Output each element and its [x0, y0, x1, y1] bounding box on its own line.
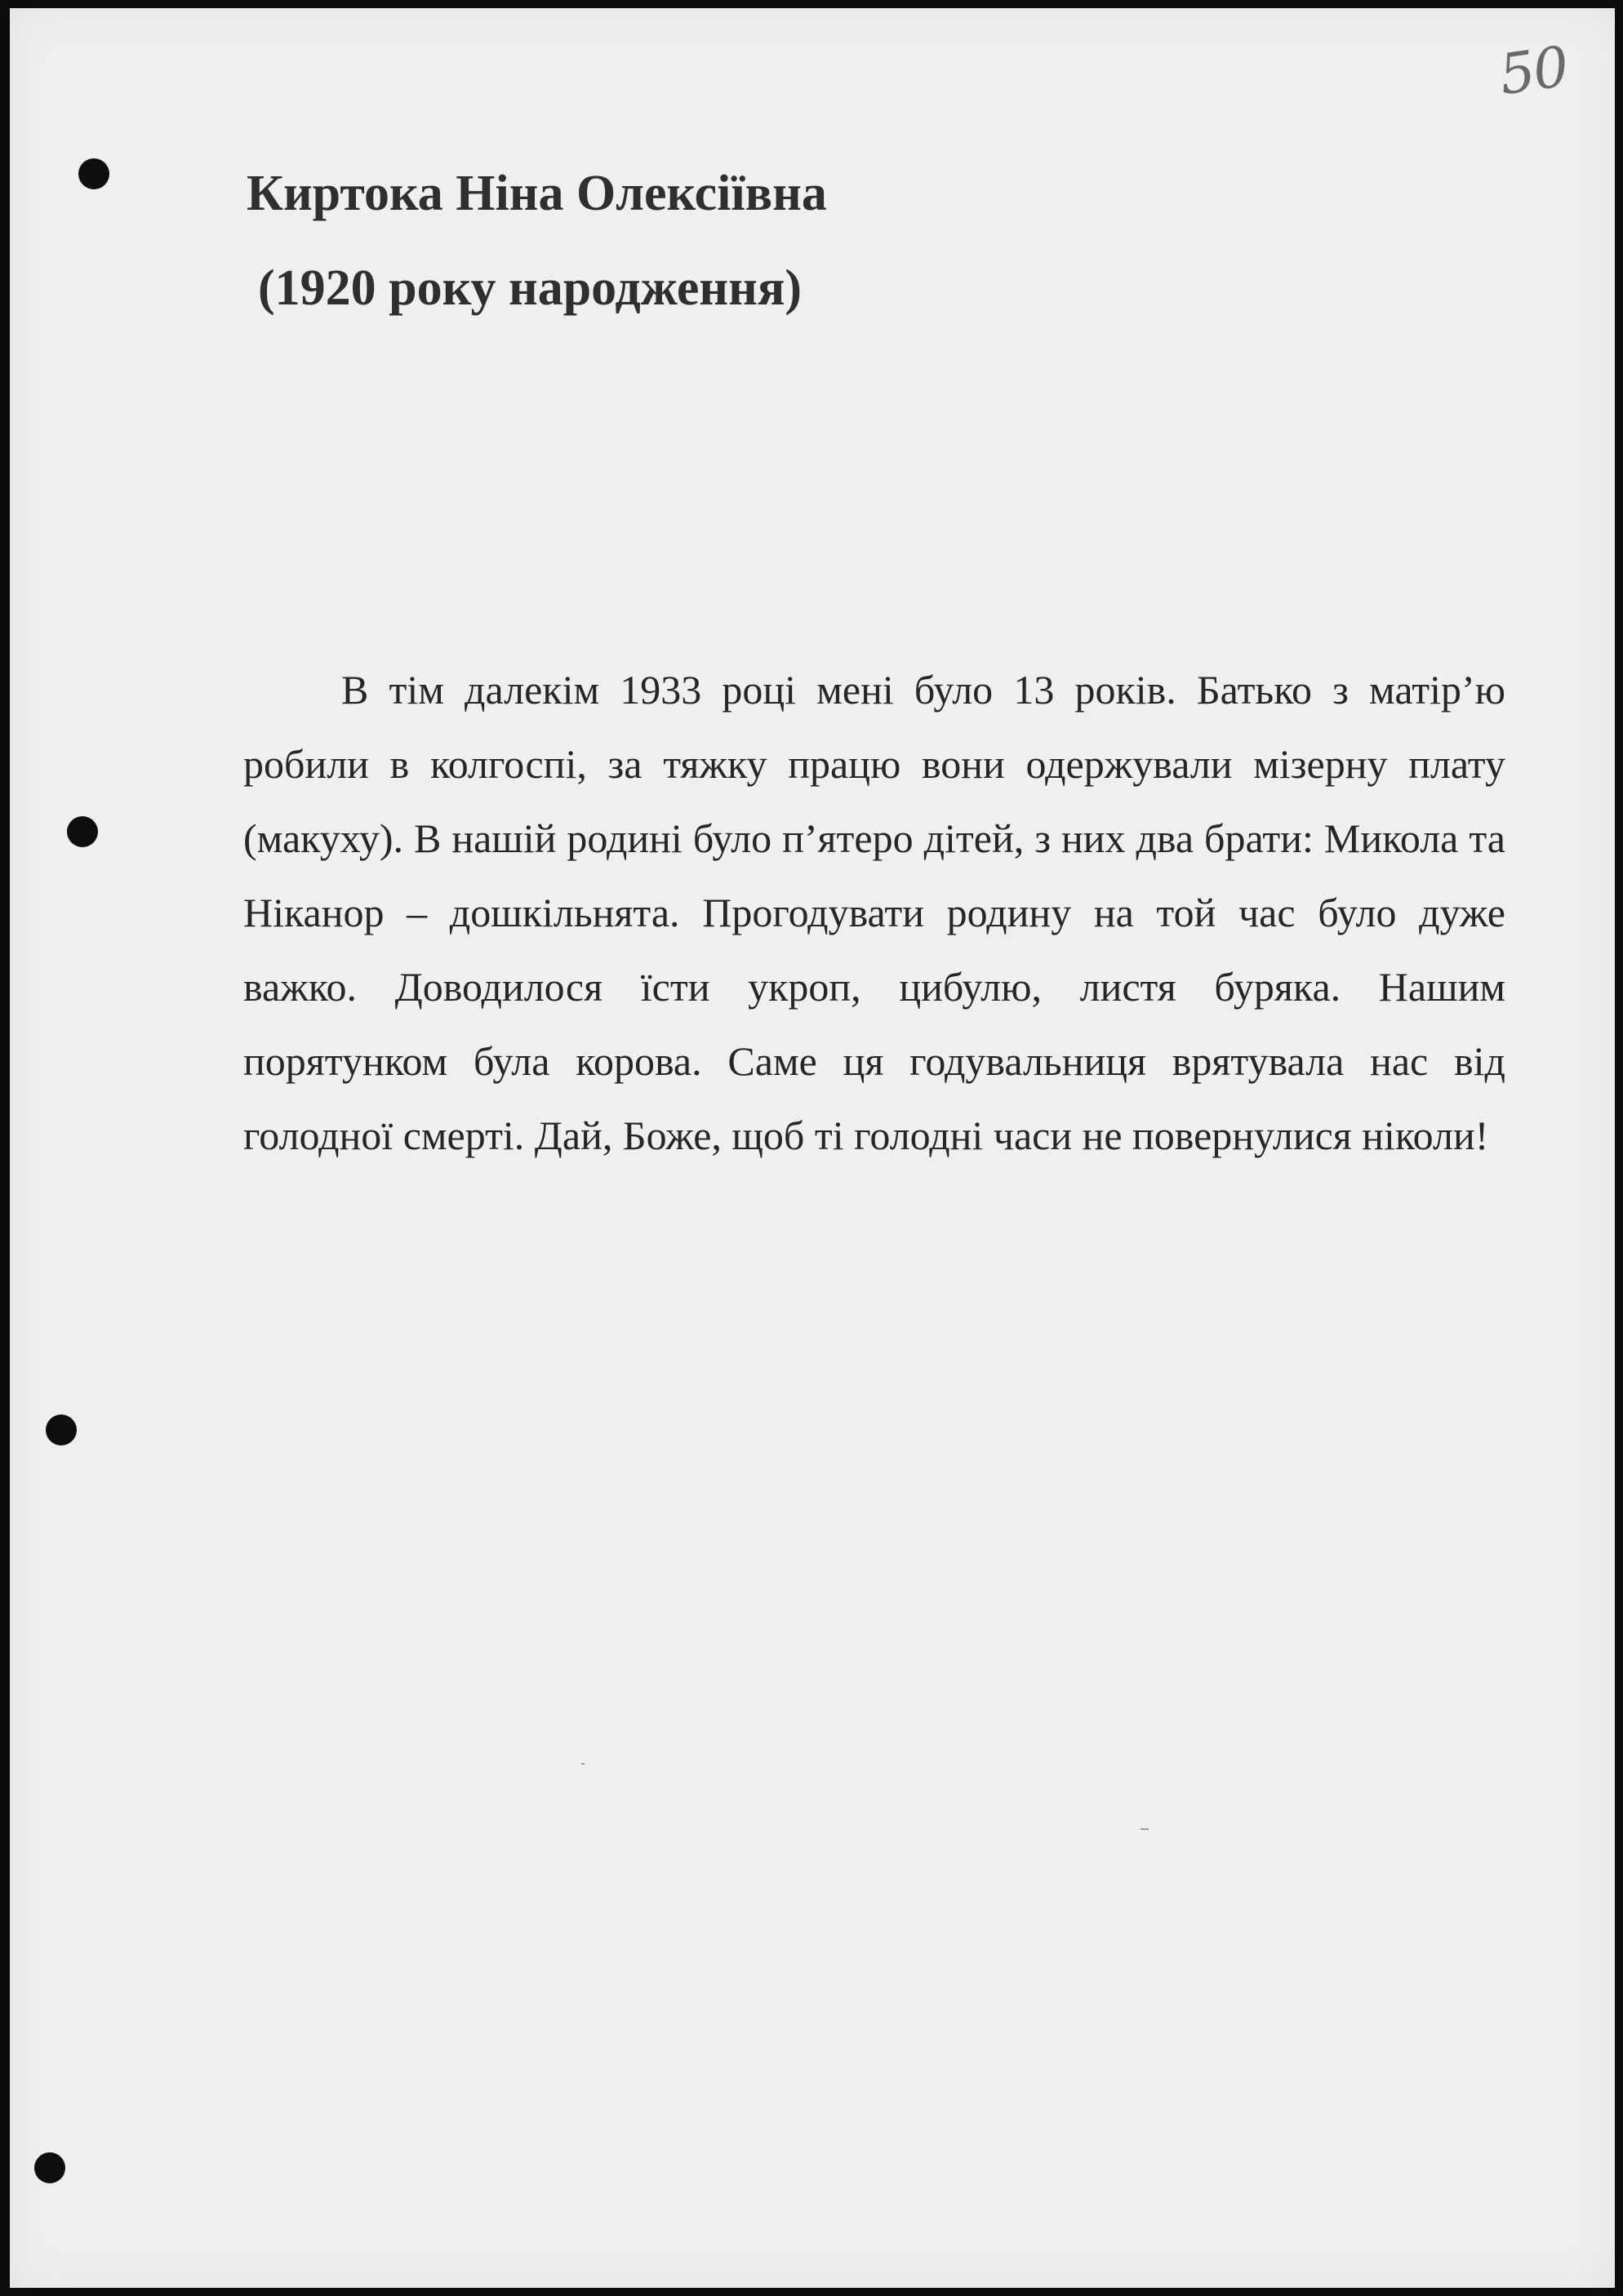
punch-hole-3 — [46, 1414, 77, 1446]
punch-hole-1 — [78, 158, 109, 189]
punch-hole-2 — [67, 816, 98, 847]
paper-speck — [581, 1763, 585, 1765]
punch-hole-4 — [34, 2152, 65, 2183]
paper-sheet — [10, 8, 1615, 2288]
testimony-paragraph: В тім далекім 1933 році мені було 13 років. Батько з матір’ю робили в колгоспі, за тяжку працю вони одержували мізерну плату (макуху). В нашій родині було п’ятеро дітей, з них два брати: Микола та Ніканор – дошкільнята. Прогодувати родину на той час було дуже важко. Доводилося їсти укроп, цибулю, листя буряка. Нашим порятунком була корова. Саме ця годувальниця врятувала нас від голодної смерті. Дай, Боже, щоб ті голодні часи не повернулися ніколи! — [243, 667, 1505, 1158]
author-name: Киртока Ніна Олексіївна — [247, 166, 827, 221]
handwritten-page-number: 50 — [1495, 34, 1572, 109]
paper-speck — [1141, 1828, 1149, 1830]
birth-year-note: (1920 року народження) — [258, 260, 803, 316]
title-block — [247, 166, 827, 316]
